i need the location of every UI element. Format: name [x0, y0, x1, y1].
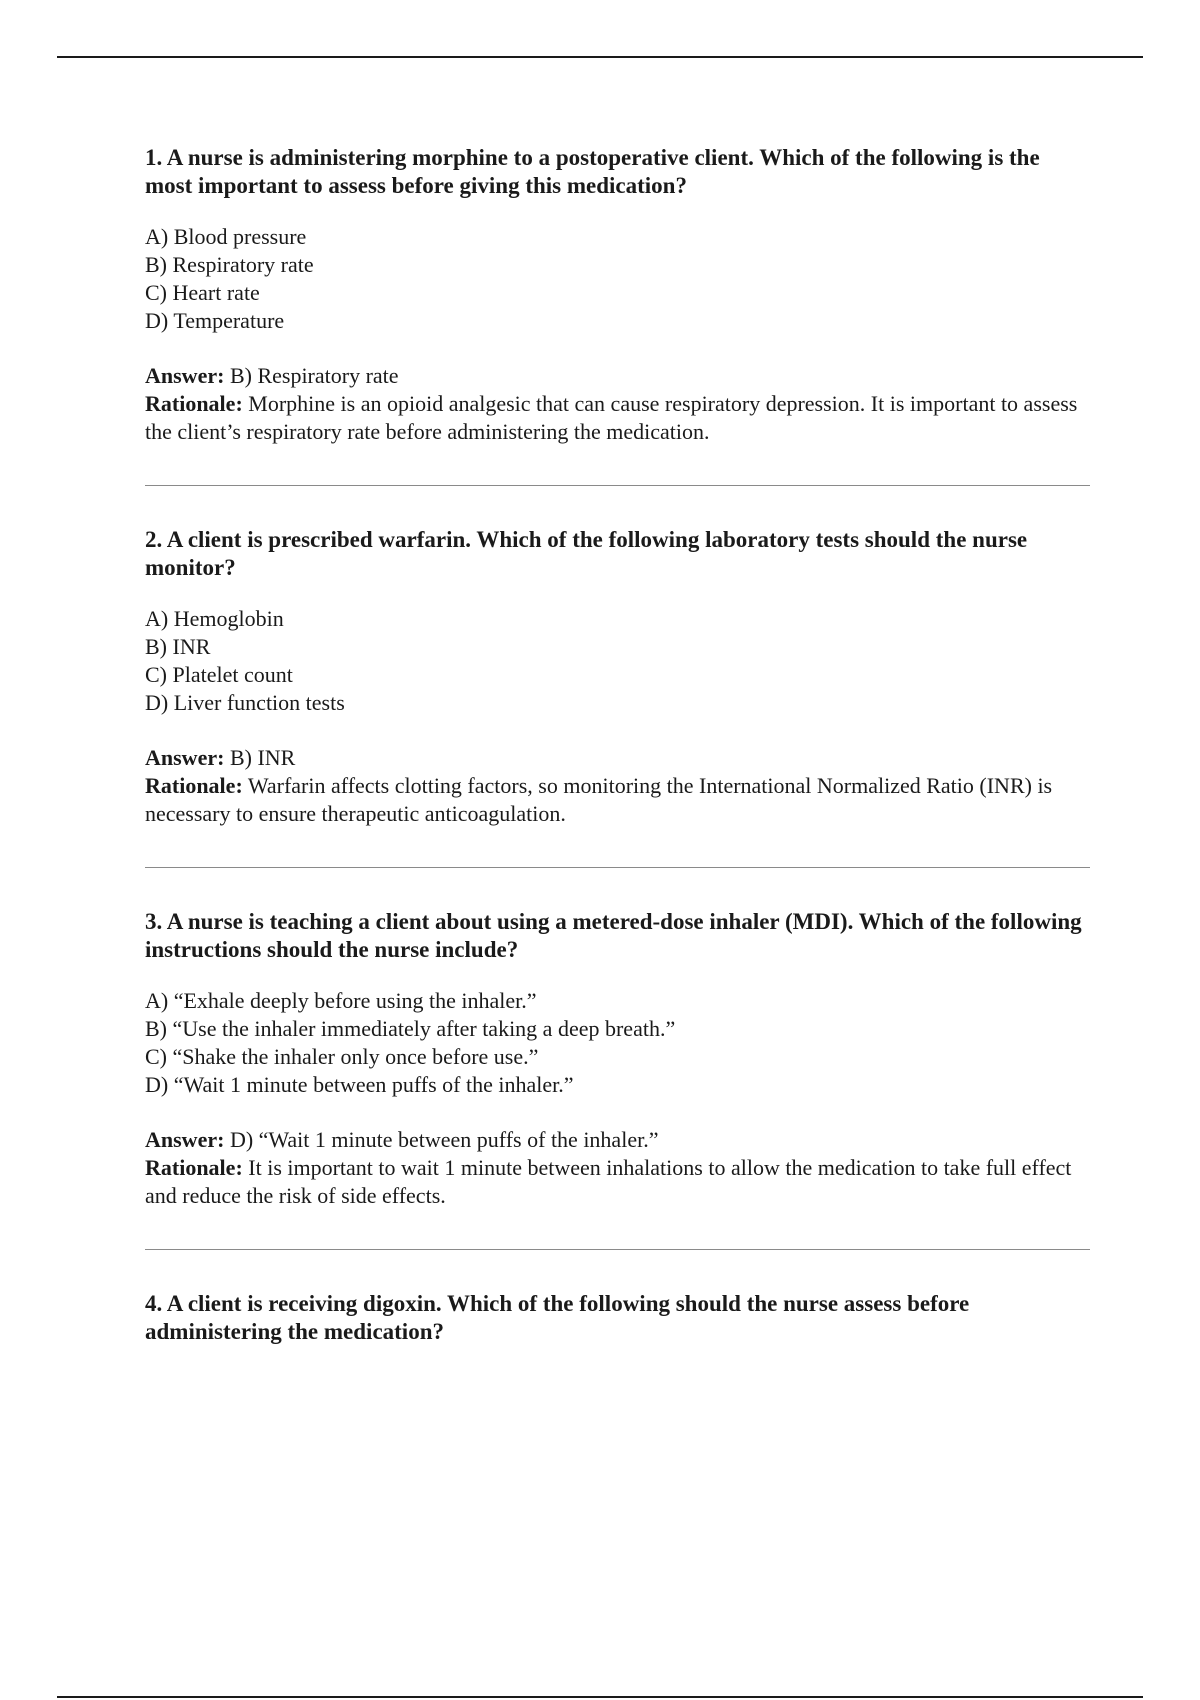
question-divider — [145, 485, 1090, 486]
option-b: B) “Use the inhaler immediately after taking a deep breath.” — [145, 1016, 676, 1041]
document-body — [145, 144, 1090, 1369]
answer-value: D) “Wait 1 minute between puffs of the inhaler.” — [229, 1127, 659, 1152]
answer-line — [145, 1126, 1090, 1154]
question-divider — [145, 1249, 1090, 1250]
option-c: C) “Shake the inhaler only once before use.” — [145, 1044, 539, 1069]
option-a: A) Blood pressure — [145, 224, 307, 249]
option-d: D) Temperature — [145, 308, 285, 333]
question-divider — [145, 867, 1090, 868]
question-2 — [145, 526, 1090, 828]
rationale-line — [145, 390, 1090, 446]
rationale-text: Warfarin affects clotting factors, so monitoring the International Normalized Ratio (INR) is necessary to ensure therapeutic anticoagulation. — [145, 773, 1053, 826]
rationale-line — [145, 1154, 1090, 1210]
answer-label: Answer: — [145, 745, 225, 770]
rationale-text: It is important to wait 1 minute between inhalations to allow the medication to take full effect and reduce the risk of side effects. — [145, 1155, 1072, 1208]
answer-line — [145, 362, 1090, 390]
question-text: 4. A client is receiving digoxin. Which of the following should the nurse assess before administering the medication? — [145, 1291, 970, 1344]
question-3 — [145, 908, 1090, 1210]
answer-options — [145, 987, 1090, 1099]
answer-options — [145, 605, 1090, 717]
answer-label: Answer: — [145, 363, 225, 388]
option-a: A) “Exhale deeply before using the inhaler.” — [145, 988, 537, 1013]
option-d: D) “Wait 1 minute between puffs of the inhaler.” — [145, 1072, 574, 1097]
answer-value: B) Respiratory rate — [229, 363, 399, 388]
option-a: A) Hemoglobin — [145, 606, 284, 631]
option-b: B) INR — [145, 634, 211, 659]
rationale-line — [145, 772, 1090, 828]
rationale-label: Rationale: — [145, 773, 243, 798]
answer-line — [145, 744, 1090, 772]
option-c: C) Heart rate — [145, 280, 260, 305]
answer-options — [145, 223, 1090, 335]
question-text: 3. A nurse is teaching a client about using a metered-dose inhaler (MDI). Which of the following instructions should the nurse include? — [145, 909, 1082, 962]
page-bottom-rule — [57, 1696, 1143, 1698]
rationale-label: Rationale: — [145, 391, 243, 416]
page-top-rule — [57, 56, 1143, 58]
option-d: D) Liver function tests — [145, 690, 345, 715]
rationale-label: Rationale: — [145, 1155, 243, 1180]
question-text: 2. A client is prescribed warfarin. Which of the following laboratory tests should the nurse monitor? — [145, 527, 1028, 580]
rationale-text: Morphine is an opioid analgesic that can cause respiratory depression. It is important to assess the client’s respiratory rate before administering the medication. — [145, 391, 1078, 444]
option-b: B) Respiratory rate — [145, 252, 314, 277]
question-text: 1. A nurse is administering morphine to a postoperative client. Which of the following is the most important to assess before giving this medication? — [145, 145, 1040, 198]
answer-value: B) INR — [229, 745, 296, 770]
question-1 — [145, 144, 1090, 446]
question-4 — [145, 1290, 1090, 1346]
answer-label: Answer: — [145, 1127, 225, 1152]
option-c: C) Platelet count — [145, 662, 293, 687]
